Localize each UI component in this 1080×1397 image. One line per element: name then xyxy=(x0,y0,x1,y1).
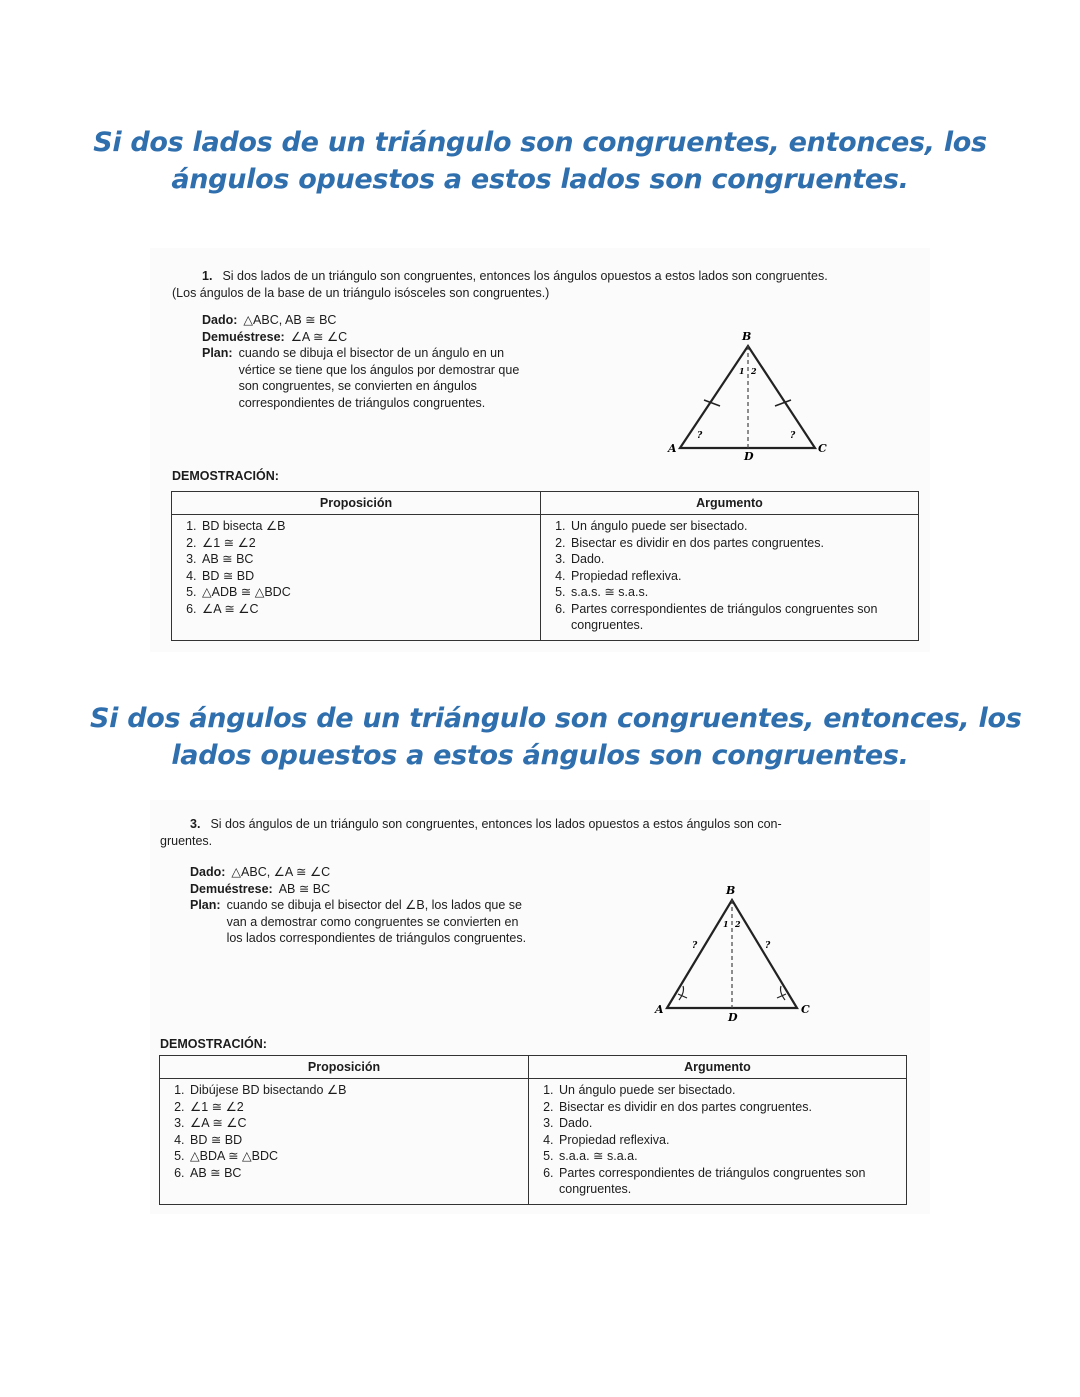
section2-given-block xyxy=(190,864,540,947)
section2-reason-1: 1. Un ángulo puede ser bisectado. xyxy=(557,1082,896,1099)
section2-reason-4: 4. Propiedad reflexiva. xyxy=(557,1132,896,1149)
section1-scan xyxy=(150,248,930,652)
section2-triangle-figure xyxy=(645,882,815,1022)
section2-given-value: △ABC, ∠A ≅ ∠C xyxy=(231,865,331,879)
section1-given-label: Dado: xyxy=(202,313,238,327)
section1-statement-1: 1. BD bisecta ∠B xyxy=(200,518,530,535)
section1-label-a: A xyxy=(668,442,677,455)
section2-theorem-text2: gruentes. xyxy=(160,834,213,848)
section1-heading xyxy=(90,124,990,198)
section2-theorem xyxy=(190,816,782,833)
section2-label-a: A xyxy=(655,1003,664,1016)
section1-heading-line1: Si dos lados de un triángulo son congruentes, entonces, los xyxy=(93,127,987,158)
section2-statements-cell xyxy=(160,1079,529,1205)
section2-col-reason: Argumento xyxy=(529,1056,907,1079)
section1-proof-table xyxy=(171,491,919,641)
section2-reason-5: 5. s.a.a. ≅ s.a.a. xyxy=(557,1148,896,1165)
section2-statement-5: 5. △BDA ≅ △BDC xyxy=(188,1148,518,1165)
section2-label-angle1: 1 xyxy=(723,919,729,929)
section2-prove-value: AB ≅ BC xyxy=(278,881,331,896)
section1-triangle-figure xyxy=(660,326,830,462)
section2-given-label: Dado: xyxy=(190,865,226,879)
section2-statement-2: 2. ∠1 ≅ ∠2 xyxy=(188,1099,518,1116)
section1-theorem-note: (Los ángulos de la base de un triángulo isósceles son congruentes.) xyxy=(172,286,550,300)
section1-statement-4: 4. BD ≅ BD xyxy=(200,568,530,585)
section1-label-b: B xyxy=(742,330,752,343)
section2-heading xyxy=(90,700,1022,774)
section1-prove-label: Demuéstrese: xyxy=(202,329,285,344)
section1-plan-label: Plan: xyxy=(202,346,233,360)
section2-reasons-cell xyxy=(529,1079,907,1205)
section1-label-d: D xyxy=(744,450,754,462)
section2-reason-2: 2. Bisectar es dividir en dos partes congruentes. xyxy=(557,1099,896,1116)
section2-heading-line2: lados opuestos a estos ángulos son congruentes. xyxy=(171,740,909,771)
section1-theorem-number: 1. xyxy=(202,269,213,283)
section1-statement-2: 2. ∠1 ≅ ∠2 xyxy=(200,535,530,552)
section1-col-reason: Argumento xyxy=(541,492,919,515)
section2-heading-line1: Si dos ángulos de un triángulo son congruentes, entonces, los xyxy=(90,703,1022,734)
section2-col-statement: Proposición xyxy=(160,1056,529,1079)
section2-statement-3: 3. ∠A ≅ ∠C xyxy=(188,1115,518,1132)
section1-label-angle1: 1 xyxy=(739,366,745,376)
section2-statement-1: 1. Dibújese BD bisectando ∠B xyxy=(188,1082,518,1099)
section2-label-question-bc: ? xyxy=(765,941,771,951)
section1-label-c: C xyxy=(818,442,827,455)
section1-demo-label: DEMOSTRACIÓN: xyxy=(172,469,279,483)
section1-reason-3: 3. Dado. xyxy=(569,551,908,568)
section2-theorem-number: 3. xyxy=(190,817,201,831)
section1-reason-6: 6. Partes correspondientes de triángulos congruentes son congruentes. xyxy=(569,601,908,634)
section1-statement-3: 3. AB ≅ BC xyxy=(200,551,530,568)
section2-label-b: B xyxy=(726,884,736,897)
section1-reason-1: 1. Un ángulo puede ser bisectado. xyxy=(569,518,908,535)
section1-theorem-text: Si dos lados de un triángulo son congruentes, entonces los ángulos opuestos a estos lados son congruentes. xyxy=(222,269,828,283)
section1-prove-value: ∠A ≅ ∠C xyxy=(290,329,348,344)
section2-scan xyxy=(150,800,930,1214)
section2-label-d: D xyxy=(728,1011,738,1022)
section1-plan-text: cuando se dibuja el bisector de un ángulo en un vértice se tiene que los ángulos por demostrar que son congruentes, se convierten en ángulos correspondientes de triángulos congruentes. xyxy=(238,346,520,410)
section1-heading-line2: ángulos opuestos a estos lados son congruentes. xyxy=(171,164,909,195)
section1-theorem xyxy=(202,268,828,285)
section2-proof-table xyxy=(159,1055,907,1205)
section1-given-value: △ABC, AB ≅ BC xyxy=(243,313,337,327)
section2-label-angle2: 2 xyxy=(735,919,741,929)
section2-reason-3: 3. Dado. xyxy=(557,1115,896,1132)
section2-label-question-ab: ? xyxy=(692,941,698,951)
section1-label-question-a: ? xyxy=(697,431,703,441)
section1-reason-4: 4. Propiedad reflexiva. xyxy=(569,568,908,585)
section2-plan-text: cuando se dibuja el bisector del ∠B, los lados que se van a demostrar como congruentes se convierten en los lados correspondientes de triángulos congruentes. xyxy=(226,898,527,945)
section2-prove-label: Demuéstrese: xyxy=(190,881,273,896)
section2-plan-label: Plan: xyxy=(190,898,221,912)
section2-label-c: C xyxy=(801,1003,810,1016)
section1-reasons-cell xyxy=(541,515,919,641)
section2-reason-6: 6. Partes correspondientes de triángulos congruentes son congruentes. xyxy=(557,1165,896,1198)
section1-label-angle2: 2 xyxy=(751,366,757,376)
section2-theorem-text: Si dos ángulos de un triángulo son congruentes, entonces los lados opuestos a estos ángulos son con- xyxy=(210,817,782,831)
section2-demo-label: DEMOSTRACIÓN: xyxy=(160,1037,267,1051)
section2-statement-6: 6. AB ≅ BC xyxy=(188,1165,518,1182)
section1-reason-2: 2. Bisectar es dividir en dos partes congruentes. xyxy=(569,535,908,552)
section2-statement-4: 4. BD ≅ BD xyxy=(188,1132,518,1149)
section1-statements-cell xyxy=(172,515,541,641)
section1-statement-6: 6. ∠A ≅ ∠C xyxy=(200,601,530,618)
section1-label-question-c: ? xyxy=(790,431,796,441)
section1-given-block xyxy=(202,312,552,411)
section1-reason-5: 5. s.a.s. ≅ s.a.s. xyxy=(569,584,908,601)
section1-statement-5: 5. △ADB ≅ △BDC xyxy=(200,584,530,601)
section1-col-statement: Proposición xyxy=(172,492,541,515)
